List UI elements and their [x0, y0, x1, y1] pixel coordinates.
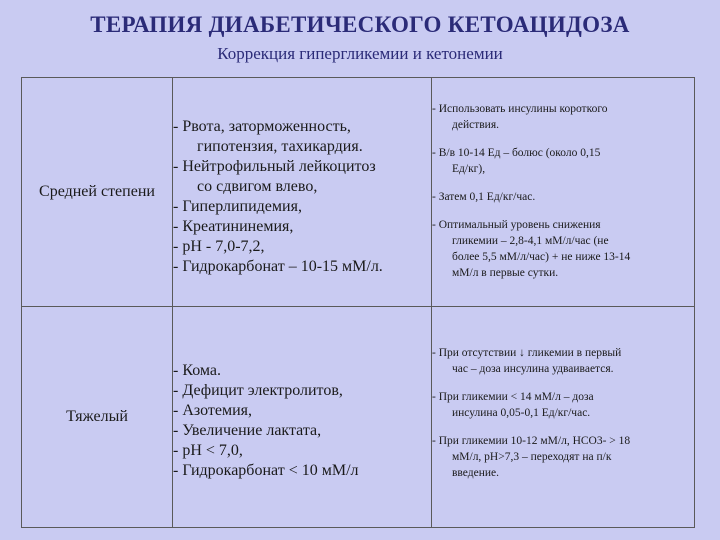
symptom-item	[173, 237, 431, 257]
therapy-line: - Затем 0,1 Ед/кг/час.	[432, 190, 536, 203]
therapy-line: - Использовать инсулины короткого	[432, 102, 608, 115]
severity-cell	[22, 307, 173, 528]
symptom-line: со сдвигом влево,	[197, 178, 318, 195]
therapy-line: час – доза инсулина удваивается.	[452, 363, 614, 375]
therapy-item	[432, 389, 694, 421]
symptom-line: - Кома.	[173, 362, 222, 379]
symptom-item	[173, 441, 431, 461]
therapy-line: - При гликемии < 14 мМ/л – доза	[432, 391, 594, 403]
symptom-line: - Нейтрофильный лейкоцитоз	[173, 158, 376, 175]
therapy-line: действия.	[452, 118, 499, 131]
therapy-item	[432, 345, 694, 377]
table-row	[22, 78, 695, 307]
table-row	[22, 307, 695, 528]
symptom-item	[173, 257, 431, 277]
symptom-line: - Рвота, заторможенность,	[173, 118, 351, 135]
symptom-item	[173, 361, 431, 381]
therapy-item	[432, 217, 694, 281]
symptom-item	[173, 197, 431, 217]
symptoms-cell	[173, 307, 432, 528]
therapy-table	[21, 77, 695, 528]
therapy-line: более 5,5 мМ/л/час) + не ниже 13-14	[452, 250, 631, 263]
symptom-line: - Дефицит электролитов,	[173, 382, 343, 399]
symptom-item	[173, 461, 431, 481]
therapy-line: Ед/кг),	[452, 162, 486, 175]
symptoms-cell	[173, 78, 432, 307]
therapy-item	[432, 145, 694, 177]
severity-label: Тяжелый	[66, 408, 128, 425]
therapy-line: введение.	[452, 467, 499, 479]
symptom-line: - Гиперлипидемия,	[173, 198, 302, 215]
symptom-item	[173, 117, 431, 157]
therapy-line: - Оптимальный уровень снижения	[432, 218, 601, 231]
page-title: ТЕРАПИЯ ДИАБЕТИЧЕСКОГО КЕТОАЦИДОЗА	[90, 12, 630, 37]
severity-cell	[22, 78, 173, 307]
therapy-item	[432, 101, 694, 133]
therapy-line: мМ/л в первые сутки.	[452, 266, 559, 279]
therapy-line: мМ/л, рН>7,3 – переходят на п/к	[452, 451, 612, 463]
symptom-line: - pH - 7,0-7,2,	[173, 238, 265, 255]
therapy-line: инсулина 0,05-0,1 Ед/кг/час.	[452, 407, 591, 419]
symptom-item	[173, 401, 431, 421]
symptom-line: - pH < 7,0,	[173, 442, 243, 459]
symptom-line: - Креатининемия,	[173, 218, 294, 235]
therapy-item	[432, 433, 694, 481]
therapy-item	[432, 189, 694, 205]
therapy-line: - В/в 10-14 Ед – болюс (около 0,15	[432, 146, 601, 159]
page-subtitle: Коррекция гипергликемии и кетонемии	[217, 44, 503, 63]
therapy-line: - При отсутствии ↓ гликемии в первый	[432, 347, 622, 359]
symptom-line: гипотензия, тахикардия.	[197, 138, 363, 155]
therapy-line: - При гликемии 10-12 мМ/л, НСО3- > 18	[432, 435, 631, 447]
therapy-cell	[432, 78, 695, 307]
severity-label: Средней степени	[39, 183, 155, 200]
symptom-line: - Азотемия,	[173, 402, 253, 419]
symptom-item	[173, 421, 431, 441]
symptom-item	[173, 157, 431, 197]
therapy-cell	[432, 307, 695, 528]
symptom-line: - Увеличение лактата,	[173, 422, 322, 439]
symptom-item	[173, 217, 431, 237]
symptom-item	[173, 381, 431, 401]
symptom-line: - Гидрокарбонат – 10-15 мМ/л.	[173, 258, 383, 275]
therapy-line: гликемии – 2,8-4,1 мМ/л/час (не	[452, 234, 609, 247]
symptom-line: - Гидрокарбонат < 10 мМ/л	[173, 462, 359, 479]
